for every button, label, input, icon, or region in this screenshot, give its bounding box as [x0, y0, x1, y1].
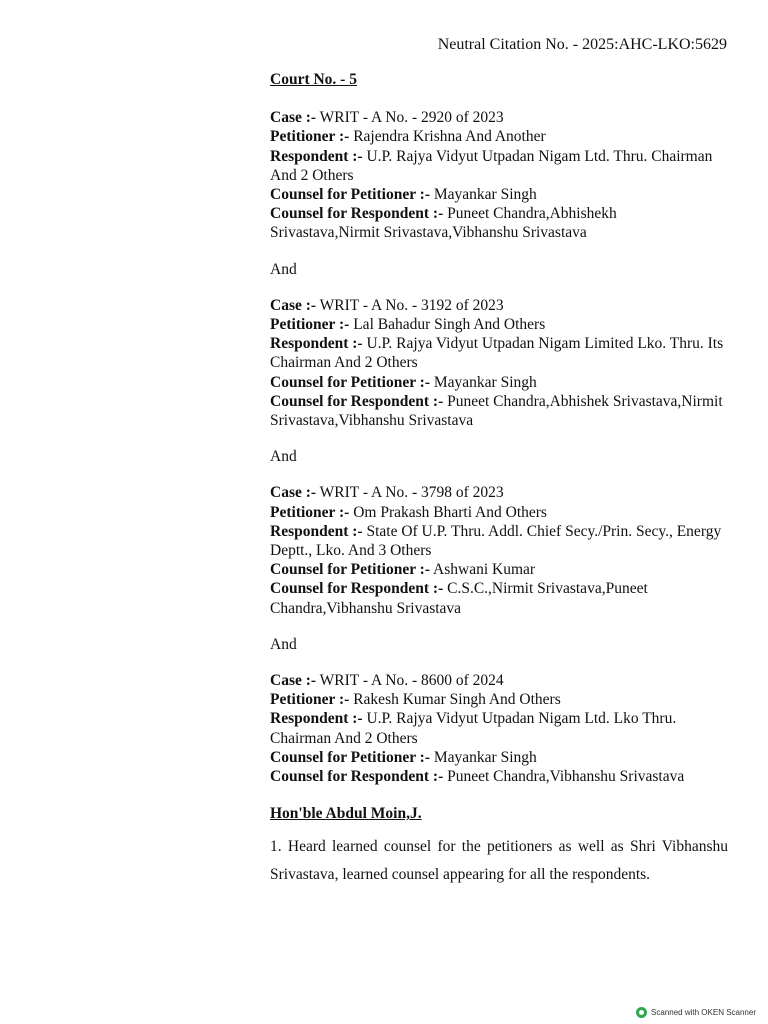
respondent-line	[270, 334, 728, 372]
petitioner-line	[270, 315, 728, 334]
case-block-3	[270, 483, 728, 617]
respondent-label: Respondent :-	[270, 710, 363, 728]
case-block-4	[270, 671, 728, 786]
case-label: Case :-	[270, 672, 317, 690]
counsel-petitioner-line	[270, 560, 728, 579]
counsel-respondent-value: C.S.C.,Nirmit Srivastava,Puneet Chandra,Vibhanshu Srivastava	[270, 580, 648, 617]
counsel-petitioner-value: Ashwani Kumar	[430, 561, 536, 579]
counsel-respondent-value: Puneet Chandra,Abhishek Srivastava,Nirmit Srivastava,Vibhanshu Srivastava	[270, 392, 723, 430]
counsel-respondent-label: Counsel for Respondent :-	[270, 580, 444, 598]
counsel-respondent-label: Counsel for Respondent :-	[270, 768, 444, 786]
petitioner-label: Petitioner :-	[270, 128, 350, 146]
counsel-respondent-line	[270, 767, 728, 786]
petitioner-value: Om Prakash Bharti And Others	[349, 503, 547, 521]
respondent-line	[270, 709, 728, 747]
petitioner-label: Petitioner :-	[270, 503, 350, 521]
counsel-petitioner-line	[270, 748, 728, 767]
petitioner-label: Petitioner :-	[270, 691, 350, 709]
case-line	[270, 296, 728, 315]
case-label: Case :-	[270, 109, 317, 127]
respondent-line	[270, 147, 728, 185]
respondent-value: U.P. Rajya Vidyut Utpadan Nigam Limited Lko. Thru. Its Chairman And 2 Others	[270, 335, 724, 372]
respondent-label: Respondent :-	[270, 522, 363, 540]
respondent-value: U.P. Rajya Vidyut Utpadan Nigam Ltd. Thru. Chairman And 2 Others	[270, 147, 713, 184]
counsel-respondent-line	[270, 204, 728, 242]
respondent-label: Respondent :-	[270, 147, 363, 165]
case-number: WRIT - A No. - 3192 of 2023	[316, 296, 504, 314]
petitioner-value: Rakesh Kumar Singh And Others	[349, 691, 561, 709]
respondent-value: State Of U.P. Thru. Addl. Chief Secy./Prin. Secy., Energy Deptt., Lko. And 3 Others	[270, 522, 722, 560]
counsel-petitioner-line	[270, 373, 728, 392]
petitioner-value: Lal Bahadur Singh And Others	[349, 316, 546, 334]
petitioner-line	[270, 690, 728, 709]
scanner-logo-icon	[636, 1007, 647, 1018]
case-line	[270, 671, 728, 690]
scanner-watermark	[636, 1007, 756, 1018]
document-body	[270, 70, 728, 890]
counsel-respondent-line	[270, 579, 728, 617]
counsel-respondent-label: Counsel for Respondent :-	[270, 205, 444, 223]
and-separator: And	[270, 260, 297, 278]
counsel-petitioner-label: Counsel for Petitioner :-	[270, 561, 430, 579]
counsel-respondent-value: Puneet Chandra,Vibhanshu Srivastava	[443, 768, 685, 786]
case-number: WRIT - A No. - 3798 of 2023	[316, 484, 504, 502]
and-separator: And	[270, 448, 297, 466]
counsel-respondent-line	[270, 392, 728, 430]
and-separator: And	[270, 635, 297, 653]
respondent-line	[270, 522, 728, 560]
counsel-petitioner-value: Mayankar Singh	[430, 373, 537, 391]
case-number: WRIT - A No. - 8600 of 2024	[316, 672, 504, 690]
case-line	[270, 483, 728, 502]
respondent-value: U.P. Rajya Vidyut Utpadan Nigam Ltd. Lko Thru. Chairman And 2 Others	[270, 710, 677, 747]
court-number: Court No. - 5	[270, 71, 357, 88]
counsel-petitioner-label: Counsel for Petitioner :-	[270, 373, 430, 391]
respondent-label: Respondent :-	[270, 335, 363, 353]
case-line	[270, 108, 728, 127]
counsel-petitioner-line	[270, 185, 728, 204]
case-label: Case :-	[270, 296, 317, 314]
counsel-petitioner-label: Counsel for Petitioner :-	[270, 748, 430, 766]
counsel-respondent-label: Counsel for Respondent :-	[270, 392, 444, 410]
case-number: WRIT - A No. - 2920 of 2023	[316, 109, 504, 127]
counsel-petitioner-value: Mayankar Singh	[430, 186, 537, 204]
case-block-2	[270, 296, 728, 430]
petitioner-line	[270, 503, 728, 522]
judge-name: Hon'ble Abdul Moin,J.	[270, 805, 422, 823]
neutral-citation: Neutral Citation No. - 2025:AHC-LKO:5629	[437, 36, 727, 53]
counsel-petitioner-label: Counsel for Petitioner :-	[270, 186, 430, 204]
petitioner-label: Petitioner :-	[270, 316, 350, 334]
petitioner-value: Rajendra Krishna And Another	[349, 128, 546, 146]
counsel-petitioner-value: Mayankar Singh	[430, 748, 537, 766]
paragraph-1: 1. Heard learned counsel for the petitioners as well as Shri Vibhanshu Srivastava, learned counsel appearing for all the respondents.	[270, 837, 728, 883]
case-label: Case :-	[270, 484, 317, 502]
petitioner-line	[270, 127, 728, 146]
case-block-1	[270, 108, 728, 242]
scanner-text: Scanned with OKEN Scanner	[651, 1008, 756, 1017]
counsel-respondent-value: Puneet Chandra,Abhishekh Srivastava,Nirmit Srivastava,Vibhanshu Srivastava	[270, 205, 617, 242]
